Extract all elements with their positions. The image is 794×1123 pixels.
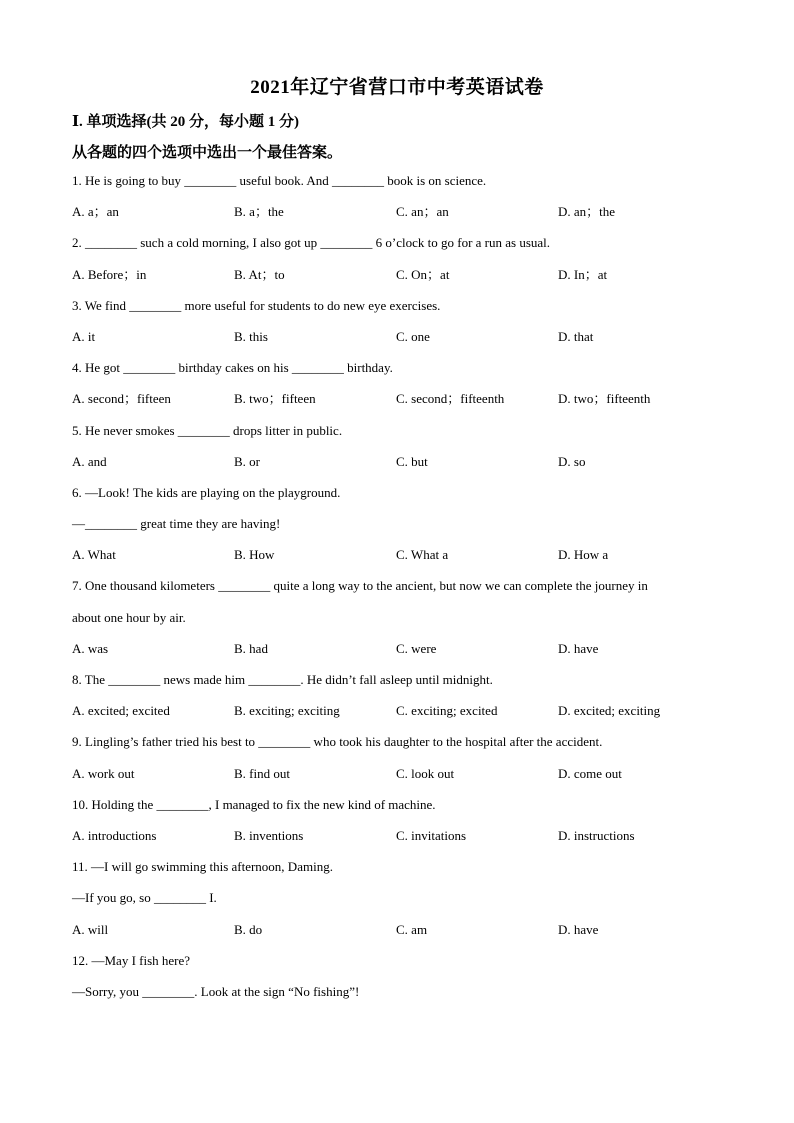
- question-stem-line: 8. The ________ news made him ________. He didn’t fall asleep until midnight.: [72, 672, 493, 687]
- answer-option: C. an；an: [396, 204, 449, 220]
- answer-option: D. How a: [558, 547, 609, 563]
- exam-title: 2021年辽宁省营口市中考英语试卷: [250, 77, 544, 98]
- options-row: [72, 388, 722, 419]
- question-item: [72, 295, 722, 357]
- question-stem-line: 2. ________ such a cold morning, I also got up ________ 6 o’clock to go for a run as usual.: [72, 235, 551, 251]
- answer-option: B. two；fifteen: [234, 391, 316, 407]
- answer-option: A. work out: [72, 765, 135, 781]
- answer-option: A. a；an: [72, 204, 119, 220]
- answer-option: C. but: [396, 453, 428, 469]
- answer-option: C. On；at: [396, 266, 450, 282]
- question-stem-line: about one hour by air.: [72, 609, 186, 625]
- question-item: [72, 669, 722, 731]
- answer-option: C. What a: [396, 547, 449, 563]
- options-row: [72, 201, 722, 232]
- question-item: [72, 856, 722, 950]
- answer-option: C. exciting; excited: [396, 703, 498, 719]
- answer-option: C. were: [396, 640, 437, 656]
- question-list: [72, 170, 722, 1012]
- answer-option: B. exciting; exciting: [234, 703, 340, 719]
- answer-option: A. excited; excited: [72, 703, 170, 719]
- question-item: [72, 950, 722, 1012]
- answer-option: C. look out: [396, 765, 455, 781]
- question-stem-line: 5. He never smokes ________ drops litter in public.: [72, 422, 343, 438]
- question-stem-line: —Sorry, you ________. Look at the sign “No fishing”!: [72, 983, 360, 999]
- question-item: [72, 232, 722, 294]
- options-row: [72, 264, 722, 295]
- answer-option: D. have: [558, 640, 599, 656]
- answer-option: C. one: [396, 328, 430, 344]
- answer-option: C. invitations: [396, 827, 467, 843]
- options-row: [72, 326, 722, 357]
- answer-option: B. this: [234, 328, 268, 344]
- question-stem-line: 11. —I will go swimming this afternoon, Daming.: [72, 859, 333, 875]
- answer-option: C. am: [396, 921, 428, 937]
- question-stem-line: 7. One thousand kilometers ________ quite a long way to the ancient, but now we can complete the journey in: [72, 578, 648, 594]
- answer-option: B. a；the: [234, 204, 284, 220]
- question-stem-line: 3. We find ________ more useful for students to do new eye exercises.: [72, 297, 441, 313]
- answer-option: A. was: [72, 640, 109, 656]
- question-stem-line: 1. He is going to buy ________ useful book. And ________ book is on science.: [72, 173, 487, 188]
- question-stem-line: —________ great time they are having!: [72, 516, 281, 532]
- options-row: [72, 700, 722, 731]
- question-item: [72, 170, 722, 232]
- options-row: [72, 919, 722, 950]
- answer-option: A. will: [72, 921, 109, 937]
- answer-option: A. and: [72, 453, 107, 469]
- options-row: [72, 544, 722, 575]
- options-row: [72, 638, 722, 669]
- answer-option: B. do: [234, 921, 263, 937]
- question-item: [72, 357, 722, 419]
- section-instruction: 从各题的四个选项中选出一个最佳答案。: [72, 145, 343, 161]
- answer-option: B. find out: [234, 765, 290, 781]
- question-stem-line: 12. —May I fish here?: [72, 952, 191, 968]
- answer-option: D. have: [558, 921, 599, 937]
- answer-option: D. come out: [558, 765, 622, 781]
- answer-option: D. In；at: [558, 266, 608, 282]
- answer-option: B. or: [234, 453, 260, 469]
- question-item: [72, 575, 722, 669]
- answer-option: D. so: [558, 453, 586, 469]
- question-item: [72, 420, 722, 482]
- answer-option: D. instructions: [558, 827, 635, 843]
- question-item: [72, 731, 722, 793]
- answer-option: A. Before；in: [72, 266, 147, 282]
- answer-option: B. inventions: [234, 827, 304, 843]
- answer-option: D. that: [558, 328, 594, 344]
- answer-option: A. it: [72, 328, 96, 344]
- answer-option: C. second；fifteenth: [396, 391, 505, 407]
- answer-option: A. second；fifteen: [72, 391, 171, 407]
- question-stem-line: 10. Holding the ________, I managed to fix the new kind of machine.: [72, 796, 436, 812]
- answer-option: B. had: [234, 640, 268, 656]
- answer-option: A. introductions: [72, 827, 157, 843]
- question-stem-line: 9. Lingling’s father tried his best to ________ who took his daughter to the hospital after the accident.: [72, 734, 603, 750]
- question-stem-line: 4. He got ________ birthday cakes on his ________ birthday.: [72, 360, 393, 376]
- answer-option: A. What: [72, 547, 116, 563]
- answer-option: D. excited; exciting: [558, 703, 661, 719]
- question-stem-line: 6. —Look! The kids are playing on the playground.: [72, 484, 341, 500]
- question-item: [72, 482, 722, 576]
- options-row: [72, 451, 722, 482]
- options-row: [72, 825, 722, 856]
- options-row: [72, 763, 722, 794]
- answer-option: D. two；fifteenth: [558, 391, 651, 407]
- answer-option: D. an；the: [558, 204, 616, 220]
- answer-option: B. At；to: [234, 266, 285, 282]
- question-stem-line: —If you go, so ________ I.: [72, 890, 217, 906]
- question-item: [72, 794, 722, 856]
- section-heading: Ⅰ. 单项选择(共 20 分，每小题 1 分): [72, 114, 300, 130]
- answer-option: B. How: [234, 547, 275, 563]
